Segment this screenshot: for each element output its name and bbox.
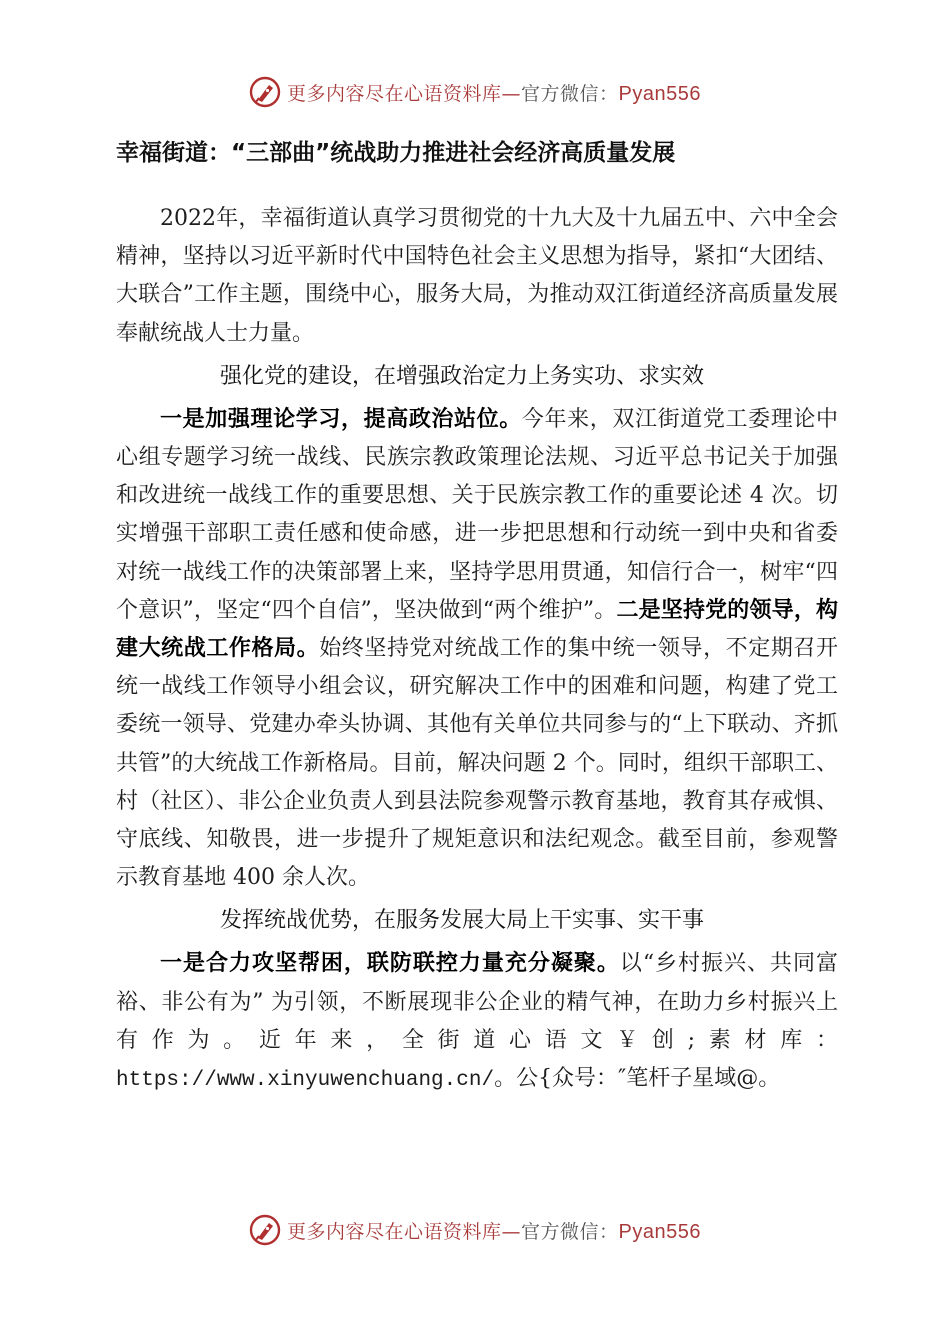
section-1-body-1: 今年来，双江街道党工委理论中心组专题学习统一战线、民族宗教政策理论法规、习近平总书记关于加强和改进统一战线工作的重要思想、关于民族宗教工作的重要论述 4 次。切实增强干部职工责任感和使命感，进一步把思想和行动统一到中央和省委对统一战线工作的决策部署上来，坚持学思用贯通，知信行合一，树牢“四个意识”，坚定“四个自信”，坚决做到“两个维护”。 bbox=[116, 406, 838, 623]
pen-nib-logo-icon bbox=[249, 76, 281, 108]
section-1-lead-1: 一是加强理论学习，提高政治站位。 bbox=[160, 406, 522, 432]
pen-nib-logo-icon bbox=[249, 1214, 281, 1246]
watermark-wechat-id: Pyan556 bbox=[618, 82, 701, 105]
watermark-official-label: 官方微信： bbox=[521, 82, 619, 105]
footer-watermark bbox=[0, 1210, 950, 1250]
watermark-official-label: 官方微信： bbox=[521, 1220, 619, 1243]
watermark-text bbox=[287, 1217, 701, 1244]
intro-paragraph: 2022年，幸福街道认真学习贯彻党的十九大及十九届五中、六中全会精神，坚持以习近平新时代中国特色社会主义思想为指导，紧扣“大团结、大联合”工作主题，围绕中心，服务大局，为推动双江街道经济高质量发展奉献统战人士力量。 bbox=[116, 206, 838, 346]
watermark-separator: — bbox=[501, 82, 522, 105]
header-watermark bbox=[0, 72, 950, 112]
source-url-link[interactable]: https://www.xinyuwenchuang.cn/ bbox=[116, 1069, 495, 1093]
section-2-body-1: 以“乡村振兴、共同富裕、非公有为” 为引领，不断展现非公企业的精气神，在助力乡村振兴上有作为。近年来，全街道心语文￥创;素材库： bbox=[116, 951, 838, 1053]
section-2-paragraph-1 bbox=[116, 945, 838, 1100]
watermark-brand: 更多内容尽在心语资料库 bbox=[287, 82, 502, 105]
section-1-heading: 强化党的建设，在增强政治定力上务实功、求实效 bbox=[220, 363, 705, 389]
section-1-body-2: 始终坚持党对统战工作的集中统一领导，不定期召开统一战线工作领导小组会议，研究解决工作中的困难和问题，构建了党工委统一领导、党建办牵头协调、其他有关单位共同参与的“上下联动、齐抓共管”的大统战工作新格局。目前，解决问题 2 个。同时，组织干部职工、村（社区）、非公企业负责人到县法院参观警示教育基地，教育其存戒惧、守底线、知敬畏，进一步提升了规矩意识和法纪观念。截至目前，参观警示教育基地 400 余人次。 bbox=[116, 636, 838, 891]
document-body bbox=[116, 200, 838, 1100]
section-1-lead-2: 二是坚持党的领导，构建大统战工作格局。 bbox=[116, 597, 838, 662]
section-2-tail: 。公{众号：″笔杆子星域@。 bbox=[494, 1066, 781, 1092]
watermark-text bbox=[287, 79, 701, 106]
watermark-separator: — bbox=[501, 1220, 522, 1243]
section-2-heading: 发挥统战优势，在服务发展大局上干实事、实干事 bbox=[220, 908, 705, 934]
watermark-wechat-id: Pyan556 bbox=[618, 1220, 701, 1243]
section-1-paragraph-1 bbox=[116, 401, 838, 898]
watermark-brand: 更多内容尽在心语资料库 bbox=[287, 1220, 502, 1243]
page-title: 幸福街道：“三部曲”统战助力推进社会经济高质量发展 bbox=[116, 140, 676, 166]
section-2-lead-1: 一是合力攻坚帮困，联防联控力量充分凝聚。 bbox=[160, 951, 620, 977]
